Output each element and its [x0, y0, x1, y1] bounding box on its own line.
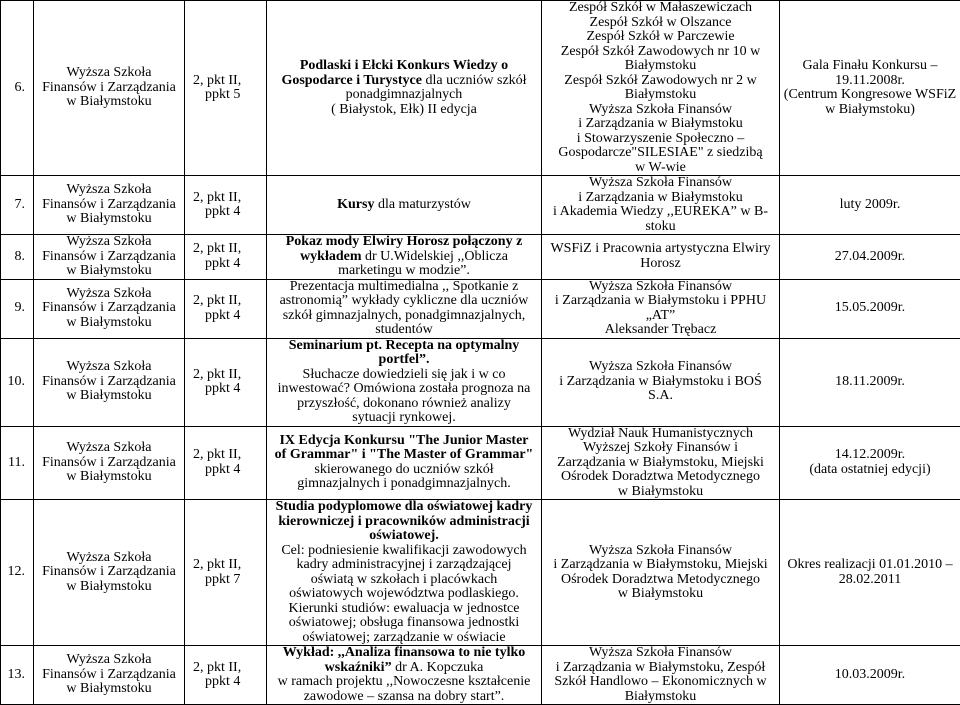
- row-number: 13.: [1, 646, 34, 705]
- table-row: [1, 1, 960, 176]
- description-cell: Podlaski i Ełcki Konkurs Wiedzy o Gospodarce i Turystyce dla uczniów szkół ponadgimnazjalnych ( Białystok, Ełk) II edycja: [267, 1, 542, 176]
- description-cell: Wykład: ,,Analiza finansowa to nie tylko wskaźniki” dr A. Kopczuka w ramach projektu ,,Nowoczesne kształcenie zawodowe – szansa na dobry start”.: [267, 646, 542, 705]
- partners-cell: Wyższa Szkoła Finansów i Zarządzania w Białymstoku, Zespół Szkół Handlowo – Ekonomicznych w Białymstoku: [542, 646, 780, 705]
- organizer-cell: Wyższa Szkoła Finansów i Zarządzania w Białymstoku: [34, 1, 185, 176]
- paragraph-cell: 2, pkt II, ppkt 4: [185, 279, 267, 338]
- row-number: 12.: [1, 500, 34, 646]
- table-row: [1, 500, 960, 646]
- partners-cell: Wyższa Szkoła Finansów i Zarządzania w Białymstoku i PPHU „AT” Aleksander Trębacz: [542, 279, 780, 338]
- table-row: [1, 338, 960, 426]
- date-cell: 27.04.2009r.: [780, 235, 960, 280]
- description-cell: Prezentacja multimedialna ,, Spotkanie z astronomią” wykłady cykliczne dla uczniów szkół gimnazjalnych, ponadgimnazjalnych, studentów: [267, 279, 542, 338]
- date-cell: 15.05.2009r.: [780, 279, 960, 338]
- paragraph-cell: 2, pkt II, ppkt 4: [185, 338, 267, 426]
- partners-cell: Wyższa Szkoła Finansów i Zarządzania w Białymstoku i BOŚ S.A.: [542, 338, 780, 426]
- row-number: 9.: [1, 279, 34, 338]
- description-cell: Pokaz mody Elwiry Horosz połączony z wykładem dr U.Widelskiej ,,Oblicza marketingu w modzie”.: [267, 235, 542, 280]
- table-row: [1, 279, 960, 338]
- table-row: [1, 646, 960, 705]
- date-cell: 18.11.2009r.: [780, 338, 960, 426]
- description-cell: Kursy dla maturzystów: [267, 176, 542, 235]
- paragraph-cell: 2, pkt II, ppkt 4: [185, 176, 267, 235]
- table-row: [1, 426, 960, 500]
- organizer-cell: Wyższa Szkoła Finansów i Zarządzania w Białymstoku: [34, 279, 185, 338]
- description-cell: Studia podyplomowe dla oświatowej kadry kierowniczej i pracowników administracji oświatowej. Cel: podniesienie kwalifikacji zawodowych kadry administracyjnej i zarządzającej oświatą w szkołach i placówkach oświatowych województwa podlaskiego. Kierunki studiów: ewaluacja w jednostce oświatowej; obsługa finansowa jednostki oświatowej; zarządzanie w oświacie: [267, 500, 542, 646]
- date-cell: 10.03.2009r.: [780, 646, 960, 705]
- paragraph-cell: 2, pkt II, ppkt 5: [185, 1, 267, 176]
- organizer-cell: Wyższa Szkoła Finansów i Zarządzania w Białymstoku: [34, 500, 185, 646]
- partners-cell: Wyższa Szkoła Finansów i Zarządzania w Białymstoku i Akademia Wiedzy ,,EUREKA” w B- stoku: [542, 176, 780, 235]
- paragraph-cell: 2, pkt II, ppkt 7: [185, 500, 267, 646]
- organizer-cell: Wyższa Szkoła Finansów i Zarządzania w Białymstoku: [34, 338, 185, 426]
- paragraph-cell: 2, pkt II, ppkt 4: [185, 426, 267, 500]
- description-cell: IX Edycja Konkursu "The Junior Master of Grammar" i "The Master of Grammar" skierowanego do uczniów szkół gimnazjalnych i ponadgimnazjalnych.: [267, 426, 542, 500]
- table-row: [1, 235, 960, 280]
- description-cell: Seminarium pt. Recepta na optymalny portfel”. Słuchacze dowiedzieli się jak i w co inwestować? Omówiona została prognoza na przyszłość, dokonano również analizy sytuacji rynkowej.: [267, 338, 542, 426]
- organizer-cell: Wyższa Szkoła Finansów i Zarządzania w Białymstoku: [34, 646, 185, 705]
- partners-cell: WSFiZ i Pracownia artystyczna Elwiry Horosz: [542, 235, 780, 280]
- row-number: 7.: [1, 176, 34, 235]
- date-cell: 14.12.2009r. (data ostatniej edycji): [780, 426, 960, 500]
- paragraph-cell: 2, pkt II, ppkt 4: [185, 646, 267, 705]
- row-number: 10.: [1, 338, 34, 426]
- paragraph-cell: 2, pkt II, ppkt 4: [185, 235, 267, 280]
- row-number: 8.: [1, 235, 34, 280]
- date-cell: Okres realizacji 01.01.2010 – 28.02.2011: [780, 500, 960, 646]
- organizer-cell: Wyższa Szkoła Finansów i Zarządzania w Białymstoku: [34, 426, 185, 500]
- organizer-cell: Wyższa Szkoła Finansów i Zarządzania w Białymstoku: [34, 176, 185, 235]
- partners-cell: Wyższa Szkoła Finansów i Zarządzania w Białymstoku, Miejski Ośrodek Doradztwa Metodycznego w Białymstoku: [542, 500, 780, 646]
- partners-cell: Zespół Szkół w Małaszewiczach Zespół Szkół w Olszance Zespół Szkół w Parczewie Zespół Szkół Zawodowych nr 10 w Białymstoku Zespół Szkół Zawodowych nr 2 w Białymstoku Wyższa Szkoła Finansów i Zarządzania w Białymstoku i Stowarzyszenie Społeczno – Gospodarcze"SILESIAE" z siedzibą w W-wie: [542, 1, 780, 176]
- table-row: [1, 176, 960, 235]
- date-cell: Gala Finału Konkursu – 19.11.2008r. (Centrum Kongresowe WSFiZ w Białymstoku): [780, 1, 960, 176]
- partners-cell: Wydział Nauk Humanistycznych Wyższej Szkoły Finansów i Zarządzania w Białymstoku, Miejski Ośrodek Doradztwa Metodycznego w Białymstoku: [542, 426, 780, 500]
- organizer-cell: Wyższa Szkoła Finansów i Zarządzania w Białymstoku: [34, 235, 185, 280]
- row-number: 6.: [1, 1, 34, 176]
- date-cell: luty 2009r.: [780, 176, 960, 235]
- row-number: 11.: [1, 426, 34, 500]
